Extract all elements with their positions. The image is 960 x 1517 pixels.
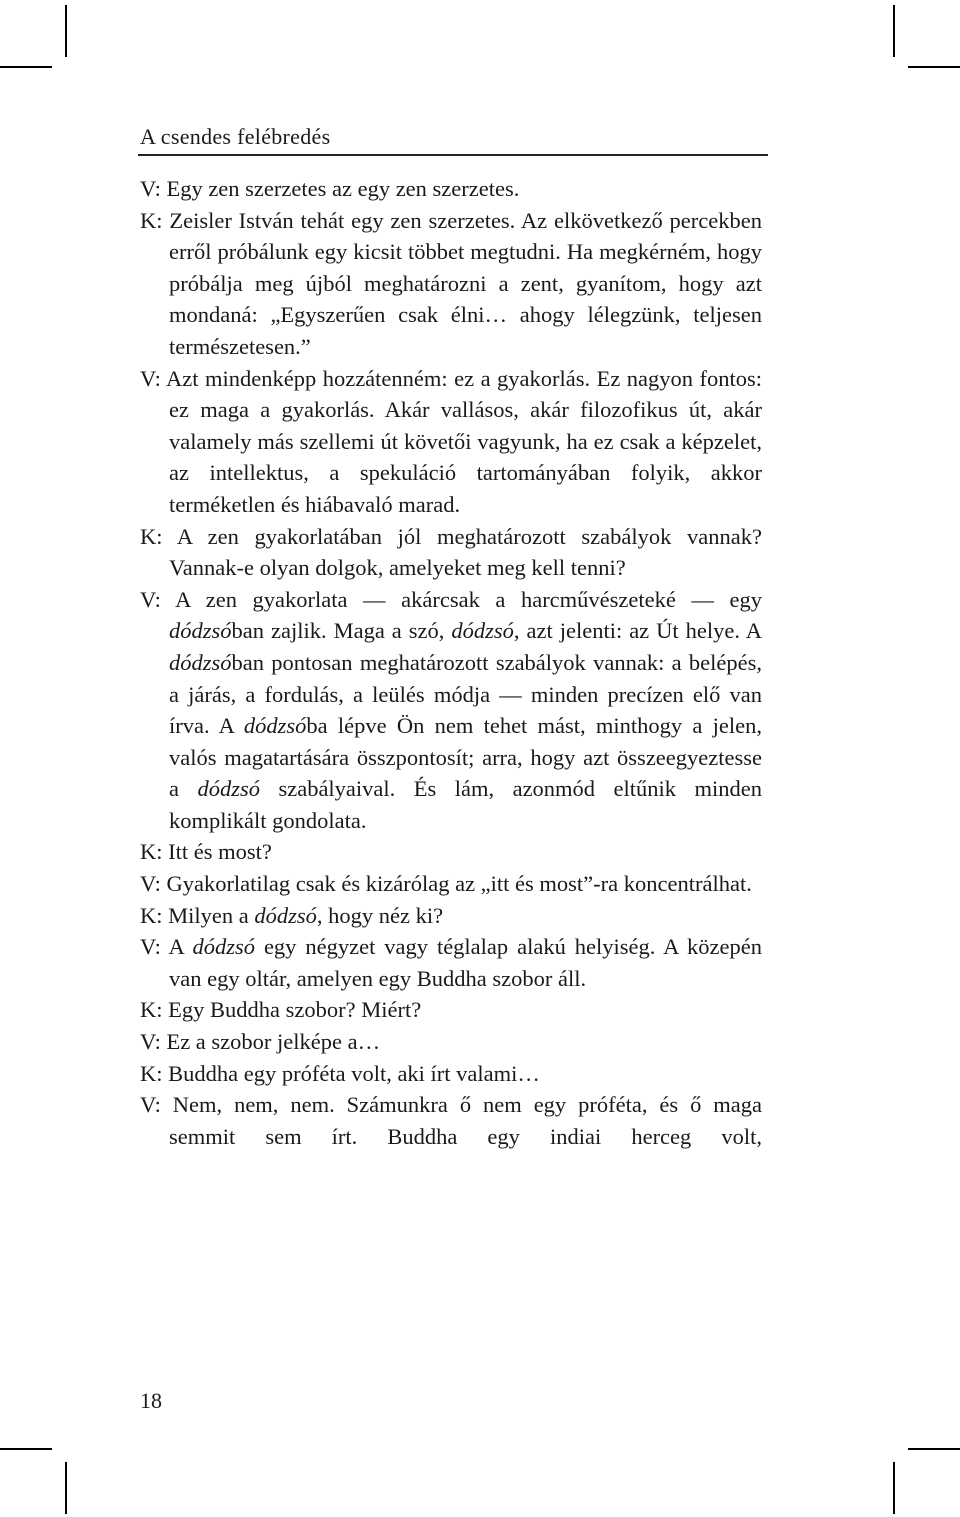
text-run: , hogy néz ki? <box>316 902 444 928</box>
crop-mark <box>65 1462 67 1514</box>
crop-mark <box>908 66 960 68</box>
italic-term: dódzsó <box>169 649 232 675</box>
text-run: ban zajlik. Maga a szó, <box>231 618 452 644</box>
text-run: V: A <box>140 934 193 960</box>
text-run: K: A zen gyakorlatában jól meghatározott szabályok vannak? Vannak-e olyan dolgok, amelyeket meg kell tenni? <box>140 523 762 581</box>
text-run: V: A zen gyakorlata — akárcsak a harcművészeteké — egy <box>140 586 762 612</box>
text-run: szabályaival. És lám, azonmód eltűnik minden komplikált gondolata. <box>169 776 762 833</box>
text-run: K: Itt és most? <box>140 839 272 865</box>
text-run: K: Buddha egy próféta volt, aki írt valami… <box>140 1060 540 1086</box>
text-run: V: Nem, nem, nem. Számunkra ő nem egy próféta, és ő maga semmit sem írt. Buddha egy indiai herceg volt, <box>140 1092 762 1149</box>
italic-term: dódzsó <box>451 618 514 644</box>
dialogue-paragraph <box>140 900 762 932</box>
dialogue-paragraph <box>140 931 762 994</box>
italic-term: dódzsó <box>197 776 260 802</box>
text-run: V: Gyakorlatilag csak és kizárólag az „itt és most”-ra koncentrálhat. <box>140 871 752 897</box>
page-number: 18 <box>140 1388 162 1413</box>
dialogue-paragraph <box>140 363 762 521</box>
crop-mark <box>893 1462 895 1514</box>
dialogue-paragraph <box>140 584 762 837</box>
dialogue-paragraph <box>140 994 762 1026</box>
italic-term: dódzsó <box>243 713 307 739</box>
text-run: ban pontosan meghatározott szabályok vannak: a belépés, a járás, a fordulás, a leülés módja — minden precízen elő van írva. A <box>169 649 762 739</box>
crop-mark <box>0 1448 52 1450</box>
text-run: V: Egy zen szerzetes az egy zen szerzetes. <box>140 176 520 201</box>
crop-mark <box>893 5 895 57</box>
dialogue-paragraph <box>140 1089 762 1152</box>
dialogue-paragraph <box>140 205 762 363</box>
italic-term: dódzsó <box>169 618 232 644</box>
dialogue-body <box>140 173 762 1152</box>
text-run: K: Milyen a <box>140 902 255 928</box>
text-run: egy négyzet vagy téglalap alakú helyiség. A közepén van egy oltár, amelyen egy Buddha szobor áll. <box>169 934 762 991</box>
italic-term: dódzsó <box>192 934 255 960</box>
text-run: V: Azt mindenképp hozzátenném: ez a gyakorlás. Ez nagyon fontos: ez maga a gyakorlás. Akár vallásos, akár filozofikus út, akár valamely más szellemi út követői vagyunk, ha ez csak a képzelet, az intellektus, a spekuláció tartományában folyik, akkor terméketlen és hiábavaló marad. <box>140 365 762 517</box>
header-rule <box>138 154 768 156</box>
dialogue-paragraph <box>140 521 762 584</box>
dialogue-paragraph <box>140 836 762 868</box>
dialogue-paragraph <box>140 868 762 900</box>
crop-mark <box>908 1448 960 1450</box>
text-run: , azt jelenti: az Út helye. A <box>513 618 762 644</box>
text-run: V: Ez a szobor jelképe a… <box>140 1029 381 1055</box>
text-run: ba lépve Ön nem tehet mást, minthogy a jelen, valós magatartására összpontosít; arra, hogy azt összeegyeztesse a <box>169 713 762 802</box>
dialogue-paragraph <box>140 1058 762 1090</box>
dialogue-paragraph <box>140 1026 762 1058</box>
text-run: K: Egy Buddha szobor? Miért? <box>140 997 422 1023</box>
text-run: K: Zeisler István tehát egy zen szerzetes. Az elkövetkező percekben erről próbálunk egy kicsit többet megtudni. Ha megkérném, hogy próbálja meg újból meghatározni a zent, gyanítom, hogy azt mondaná: „Egyszerűen csak élni… ahogy lélegzünk, teljesen természetesen.” <box>140 207 762 359</box>
running-header: A csendes felébredés <box>140 124 331 149</box>
dialogue-paragraph <box>140 173 762 205</box>
crop-mark <box>0 66 52 68</box>
crop-mark <box>65 5 67 57</box>
italic-term: dódzsó <box>254 902 317 928</box>
